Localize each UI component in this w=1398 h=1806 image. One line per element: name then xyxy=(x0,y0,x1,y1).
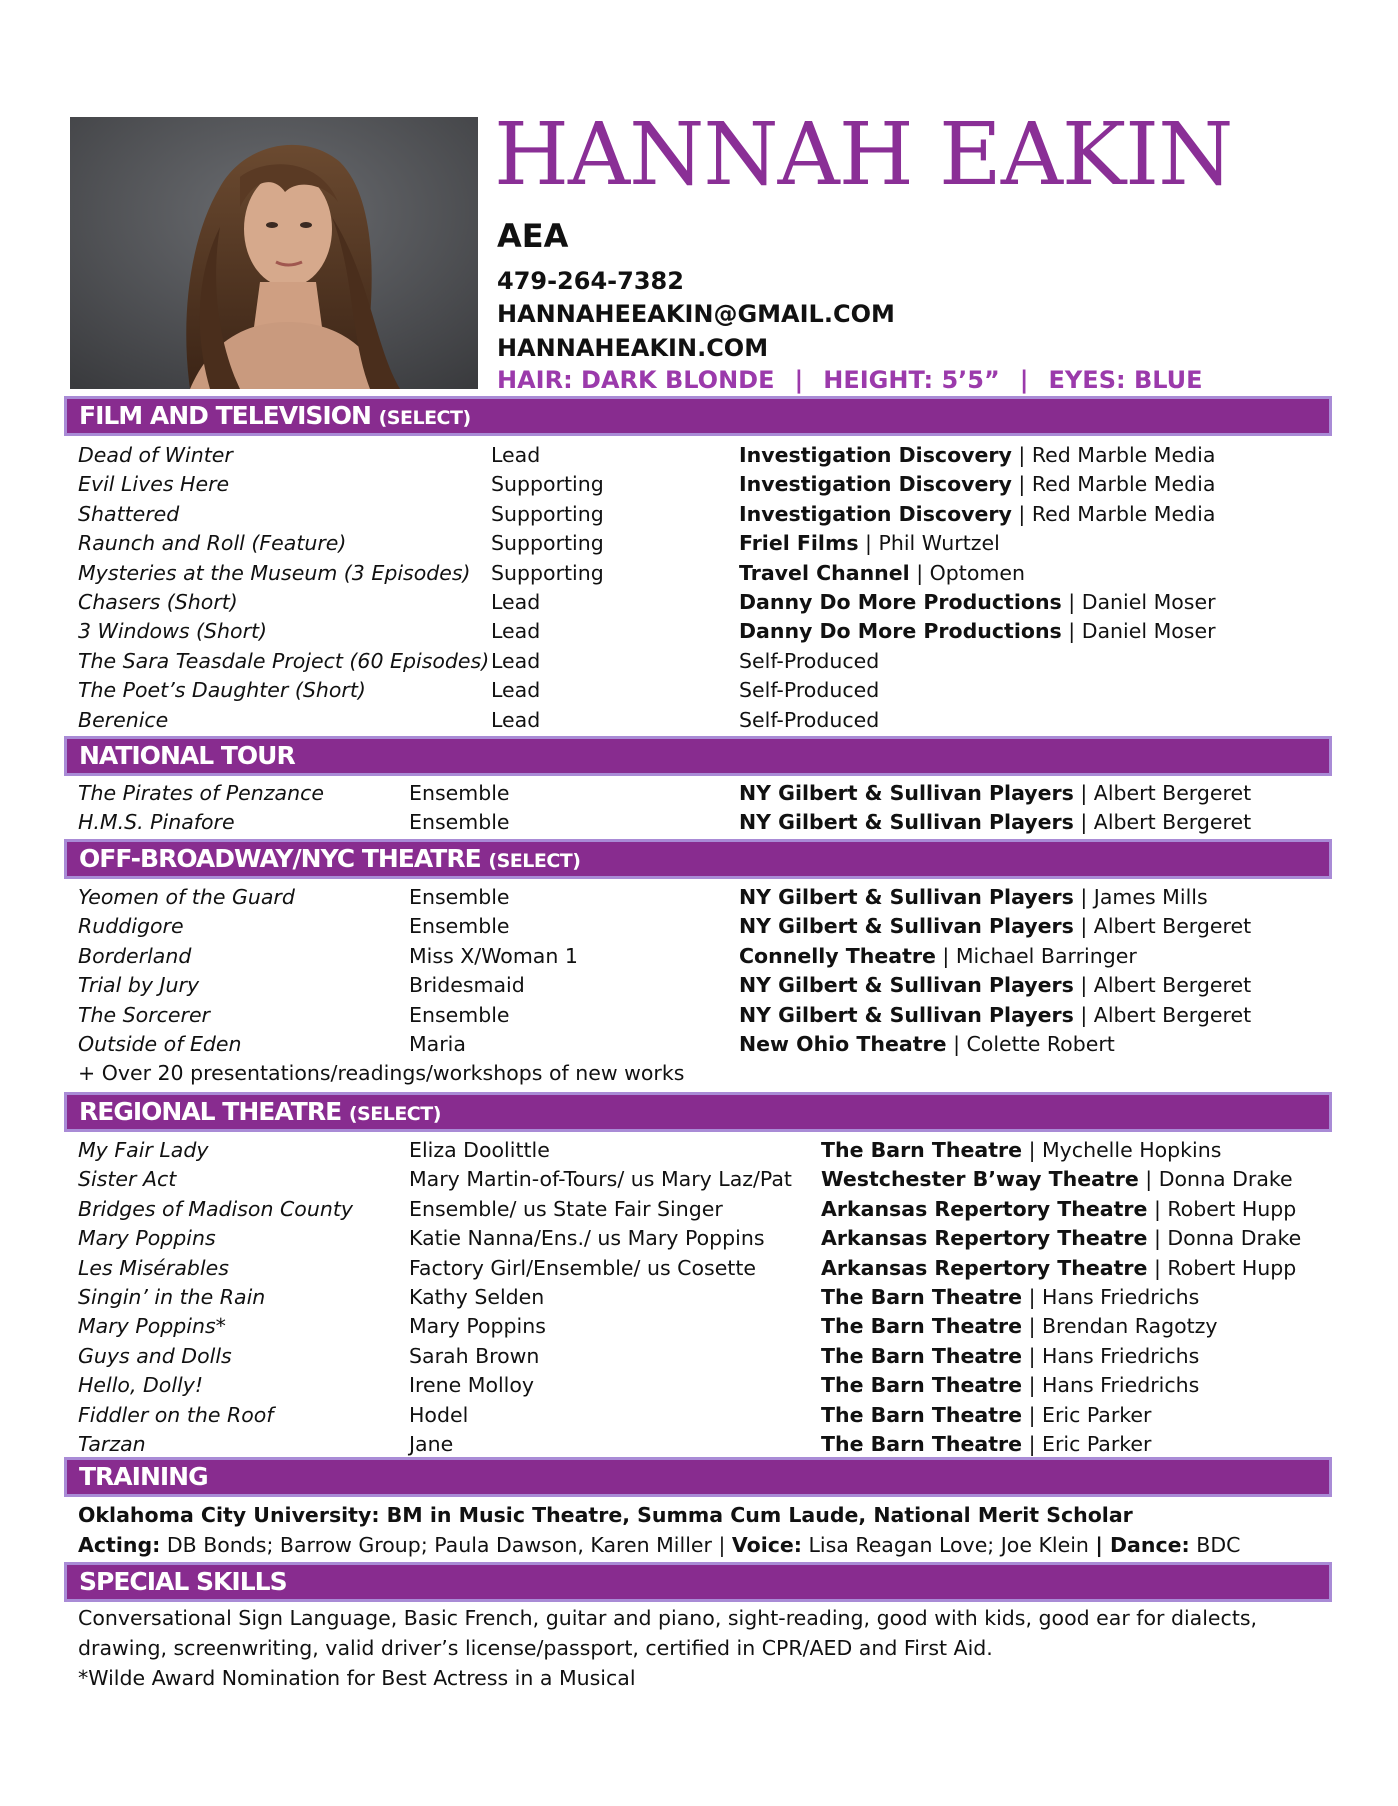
credit-row xyxy=(78,808,1332,837)
credit-row xyxy=(78,1030,1332,1059)
credit-role: Irene Molloy xyxy=(409,1373,535,1398)
credit-title: Evil Lives Here xyxy=(78,472,230,497)
credit-title: Mysteries at the Museum (3 Episodes) xyxy=(78,560,471,585)
credit-row xyxy=(78,1224,1332,1253)
credit-role: Ensemble xyxy=(409,885,510,909)
credit-role: Ensemble xyxy=(409,914,510,939)
credit-production xyxy=(739,779,1251,808)
section-header-skills xyxy=(64,1562,1332,1602)
stat-separator: | xyxy=(1019,366,1029,394)
credit-director: | Colette Robert xyxy=(946,1031,1115,1056)
credit-title: Sister Act xyxy=(78,1167,177,1192)
email-address: HANNAHEEAKIN@GMAIL.COM xyxy=(497,300,895,328)
credit-row xyxy=(78,1312,1332,1341)
credit-company: The Barn Theatre xyxy=(821,1402,1023,1427)
credit-title: Guys and Dolls xyxy=(78,1343,232,1368)
credit-company: Danny Do More Productions xyxy=(739,619,1062,644)
credit-director: | Robert Hupp xyxy=(1147,1196,1297,1221)
credit-row xyxy=(78,676,1332,705)
credit-role: Miss X/Woman 1 xyxy=(409,943,578,968)
credit-title: Outside of Eden xyxy=(78,1031,242,1056)
credit-role: Lead xyxy=(491,443,541,467)
credit-production xyxy=(821,1136,1221,1165)
credit-director: | Eric Parker xyxy=(1022,1402,1152,1427)
eyes-stat: EYES: BLUE xyxy=(1048,366,1203,394)
credit-title: Raunch and Roll (Feature) xyxy=(78,531,347,556)
credit-row xyxy=(78,883,1332,912)
credit-production xyxy=(821,1224,1301,1253)
credit-title: Fiddler on the Roof xyxy=(78,1402,274,1427)
credit-director: | Robert Hupp xyxy=(1147,1255,1297,1280)
credit-role: Mary Martin-of-Tours/ us Mary Laz/Pat xyxy=(409,1167,792,1192)
credit-title: Bridges of Madison County xyxy=(78,1196,353,1221)
credit-row xyxy=(78,1283,1332,1312)
credit-director: | James Mills xyxy=(1073,885,1208,909)
credit-title: The Pirates of Penzance xyxy=(78,781,324,805)
credit-role: Lead xyxy=(491,589,541,614)
credit-director: Self-Produced xyxy=(739,707,880,732)
credit-director: | Daniel Moser xyxy=(1061,619,1216,644)
credit-role: Supporting xyxy=(491,472,604,497)
credit-title: Mary Poppins xyxy=(78,1226,216,1251)
credit-row xyxy=(78,1371,1332,1400)
credit-row xyxy=(78,779,1332,808)
credit-title: The Sara Teasdale Project (60 Episodes) xyxy=(78,648,490,673)
height-stat: HEIGHT: 5’5” xyxy=(823,366,1000,394)
credit-company: Investigation Discovery xyxy=(739,472,1012,497)
credit-director: | Albert Bergeret xyxy=(1073,1002,1252,1027)
credit-company: The Barn Theatre xyxy=(821,1373,1023,1398)
actor-name: HANNAH EAKIN xyxy=(494,105,1233,205)
voice-label: Voice: xyxy=(731,1533,802,1557)
credit-director: Self-Produced xyxy=(739,678,880,703)
credit-production xyxy=(821,1401,1151,1430)
credit-row xyxy=(78,441,1332,470)
credit-row xyxy=(78,617,1332,646)
credit-row xyxy=(78,971,1332,1000)
credit-production xyxy=(821,1312,1218,1341)
credit-production xyxy=(739,529,1000,558)
credit-production xyxy=(739,1030,1115,1059)
regional-credits xyxy=(78,1136,1332,1459)
credit-director: | Red Marble Media xyxy=(1011,472,1216,497)
credit-company: NY Gilbert & Sullivan Players xyxy=(739,885,1074,909)
section-header-film xyxy=(64,396,1332,436)
credit-row xyxy=(78,706,1332,735)
credit-production xyxy=(739,808,1251,837)
credit-role: Supporting xyxy=(491,531,604,556)
credit-role: Hodel xyxy=(409,1402,469,1427)
credit-role: Factory Girl/Ensemble/ us Cosette xyxy=(409,1255,756,1280)
credit-director: Self-Produced xyxy=(739,648,880,673)
credit-production xyxy=(739,676,879,705)
credit-row xyxy=(78,1401,1332,1430)
credit-role: Eliza Doolittle xyxy=(409,1138,550,1162)
credit-title: My Fair Lady xyxy=(78,1138,209,1162)
credit-row xyxy=(78,559,1332,588)
credit-production xyxy=(739,706,879,735)
credit-title: Yeomen of the Guard xyxy=(78,885,295,909)
acting-label: Acting: xyxy=(78,1533,161,1557)
credit-role: Lead xyxy=(491,707,541,732)
credit-director: | Donna Drake xyxy=(1138,1167,1293,1192)
credit-company: NY Gilbert & Sullivan Players xyxy=(739,1002,1074,1027)
credit-row xyxy=(78,588,1332,617)
credit-production xyxy=(821,1195,1296,1224)
credit-director: | Mychelle Hopkins xyxy=(1022,1138,1222,1162)
credit-row xyxy=(78,912,1332,941)
credit-company: NY Gilbert & Sullivan Players xyxy=(739,810,1074,835)
section-subtitle: (SELECT) xyxy=(378,407,471,429)
section-header-offbroadway xyxy=(64,839,1332,879)
credit-title: Trial by Jury xyxy=(78,973,200,998)
section-subtitle: (SELECT) xyxy=(488,850,581,872)
credit-company: NY Gilbert & Sullivan Players xyxy=(739,914,1074,939)
voice-teachers: Lisa Reagan Love; Joe Klein xyxy=(801,1533,1096,1557)
credit-director: | Daniel Moser xyxy=(1061,589,1216,614)
credit-director: | Albert Bergeret xyxy=(1073,810,1252,835)
credit-production xyxy=(821,1371,1199,1400)
credit-role: Lead xyxy=(491,619,541,644)
credit-company: Travel Channel xyxy=(739,560,910,585)
credit-company: Arkansas Repertory Theatre xyxy=(821,1255,1148,1280)
dance-label: | Dance: xyxy=(1095,1533,1190,1557)
credit-role: Bridesmaid xyxy=(409,973,525,998)
credit-title: Borderland xyxy=(78,943,192,968)
credit-company: The Barn Theatre xyxy=(821,1343,1023,1368)
section-title: SPECIAL SKILLS xyxy=(79,1567,287,1596)
credit-director: | Michael Barringer xyxy=(935,943,1137,968)
credit-production xyxy=(739,441,1215,470)
credit-row xyxy=(78,942,1332,971)
section-subtitle: (SELECT) xyxy=(348,1103,441,1125)
credit-director: | Red Marble Media xyxy=(1011,443,1216,467)
physical-stats xyxy=(497,368,1203,392)
credit-company: New Ohio Theatre xyxy=(739,1031,947,1056)
credit-company: NY Gilbert & Sullivan Players xyxy=(739,973,1074,998)
dance-teachers: BDC xyxy=(1189,1533,1241,1557)
credit-title: H.M.S. Pinafore xyxy=(78,810,235,835)
headshot-image xyxy=(70,117,478,389)
credit-role: Supporting xyxy=(491,560,604,585)
credit-director: | Eric Parker xyxy=(1022,1431,1152,1456)
section-title: FILM AND TELEVISION xyxy=(79,401,371,430)
credit-company: Danny Do More Productions xyxy=(739,589,1062,614)
section-header-regional xyxy=(64,1092,1332,1132)
credit-title: Mary Poppins* xyxy=(78,1314,226,1339)
headshot-photo xyxy=(70,117,478,389)
credit-production xyxy=(821,1342,1199,1371)
acting-teachers: DB Bonds; Barrow Group; Paula Dawson, Karen Miller | xyxy=(160,1533,732,1557)
credit-director: | Hans Friedrichs xyxy=(1022,1343,1200,1368)
section-title: OFF-BROADWAY/NYC THEATRE xyxy=(79,844,481,873)
credit-row xyxy=(78,1001,1332,1030)
website: HANNAHEAKIN.COM xyxy=(497,334,769,362)
credit-director: | Albert Bergeret xyxy=(1073,781,1252,805)
credit-production xyxy=(739,588,1216,617)
credit-title: The Sorcerer xyxy=(78,1002,210,1027)
credit-company: The Barn Theatre xyxy=(821,1138,1023,1162)
credit-production xyxy=(739,559,1025,588)
credit-director: | Hans Friedrichs xyxy=(1022,1284,1200,1309)
degree: Oklahoma City University: BM in Music Theatre, Summa Cum Laude, National Merit Scholar xyxy=(78,1503,1133,1527)
credit-company: The Barn Theatre xyxy=(821,1431,1023,1456)
credit-production xyxy=(821,1165,1293,1194)
credit-company: Investigation Discovery xyxy=(739,443,1012,467)
credit-production xyxy=(739,500,1215,529)
training-details xyxy=(78,1500,1240,1560)
credit-row xyxy=(78,1136,1332,1165)
credit-title: Singin’ in the Rain xyxy=(78,1284,266,1309)
credit-row xyxy=(78,647,1332,676)
section-title: TRAINING xyxy=(79,1462,208,1491)
credit-role: Ensemble/ us State Fair Singer xyxy=(409,1196,723,1221)
credit-company: NY Gilbert & Sullivan Players xyxy=(739,781,1074,805)
credit-director: | Optomen xyxy=(909,560,1025,585)
union-affiliation: AEA xyxy=(497,217,569,255)
credit-role: Lead xyxy=(491,678,541,703)
credit-title: The Poet’s Daughter (Short) xyxy=(78,678,366,703)
credit-director: | Brendan Ragotzy xyxy=(1022,1314,1218,1339)
training-teachers xyxy=(78,1530,1240,1560)
credit-row xyxy=(78,1195,1332,1224)
skills-details xyxy=(78,1603,1257,1693)
credit-production xyxy=(739,942,1137,971)
credit-role: Lead xyxy=(491,648,541,673)
credit-title: Berenice xyxy=(78,707,169,732)
credit-row xyxy=(78,1254,1332,1283)
credit-title: 3 Windows (Short) xyxy=(78,619,268,644)
credit-title: Chasers (Short) xyxy=(78,589,238,614)
workshops-note: + Over 20 presentations/readings/workshops of new works xyxy=(78,1061,685,1085)
credit-production xyxy=(739,912,1251,941)
credit-role: Sarah Brown xyxy=(409,1343,540,1368)
credit-director: | Donna Drake xyxy=(1147,1226,1302,1251)
credit-production xyxy=(739,883,1208,912)
credit-title: Ruddigore xyxy=(78,914,184,939)
credit-row xyxy=(78,470,1332,499)
credit-role: Ensemble xyxy=(409,810,510,835)
stat-separator: | xyxy=(794,366,804,394)
section-header-tour xyxy=(64,736,1332,776)
credit-director: | Phil Wurtzel xyxy=(858,531,1000,556)
credit-role: Supporting xyxy=(491,501,604,526)
credit-company: The Barn Theatre xyxy=(821,1284,1023,1309)
credit-production xyxy=(739,470,1215,499)
section-title: REGIONAL THEATRE xyxy=(79,1097,342,1126)
credit-production xyxy=(739,971,1251,1000)
credit-row xyxy=(78,1430,1332,1459)
hair-stat: HAIR: DARK BLONDE xyxy=(497,366,775,394)
credit-director: | Albert Bergeret xyxy=(1073,973,1252,998)
phone-number: 479-264-7382 xyxy=(497,267,684,295)
credit-production xyxy=(739,1001,1251,1030)
credit-row xyxy=(78,1342,1332,1371)
credit-title: Shattered xyxy=(78,501,180,526)
credit-director: | Albert Bergeret xyxy=(1073,914,1252,939)
credit-production xyxy=(739,647,879,676)
offbroadway-credits xyxy=(78,883,1332,1059)
credit-row xyxy=(78,500,1332,529)
tour-credits xyxy=(78,779,1332,838)
credit-company: Westchester B’way Theatre xyxy=(821,1167,1139,1192)
credit-company: Friel Films xyxy=(739,531,859,556)
credit-title: Dead of Winter xyxy=(78,443,233,467)
credit-row xyxy=(78,1165,1332,1194)
credit-production xyxy=(739,617,1216,646)
credit-company: Connelly Theatre xyxy=(739,943,936,968)
credit-role: Ensemble xyxy=(409,1002,510,1027)
credit-director: | Hans Friedrichs xyxy=(1022,1373,1200,1398)
credit-production xyxy=(821,1254,1296,1283)
credit-production xyxy=(821,1430,1151,1459)
credit-role: Mary Poppins xyxy=(409,1314,546,1339)
credit-title: Tarzan xyxy=(78,1431,146,1456)
credit-production xyxy=(821,1283,1199,1312)
credit-row xyxy=(78,529,1332,558)
film-credits xyxy=(78,441,1332,735)
credit-title: Hello, Dolly! xyxy=(78,1373,204,1398)
credit-company: Investigation Discovery xyxy=(739,501,1012,526)
award-note: *Wilde Award Nomination for Best Actress in a Musical xyxy=(78,1666,636,1690)
section-title: NATIONAL TOUR xyxy=(79,741,295,770)
credit-role: Ensemble xyxy=(409,781,510,805)
credit-company: The Barn Theatre xyxy=(821,1314,1023,1339)
skills-line: drawing, screenwriting, valid driver’s license/passport, certified in CPR/AED and First Aid. xyxy=(78,1636,993,1660)
section-header-training xyxy=(64,1457,1332,1497)
credit-role: Kathy Selden xyxy=(409,1284,545,1309)
credit-company: Arkansas Repertory Theatre xyxy=(821,1196,1148,1221)
credit-company: Arkansas Repertory Theatre xyxy=(821,1226,1148,1251)
credit-role: Maria xyxy=(409,1031,466,1056)
credit-director: | Red Marble Media xyxy=(1011,501,1216,526)
credit-role: Jane xyxy=(409,1431,454,1456)
credit-title: Les Misérables xyxy=(78,1255,229,1280)
skills-line: Conversational Sign Language, Basic French, guitar and piano, sight-reading, good with kids, good ear for dialects, xyxy=(78,1606,1258,1630)
credit-role: Katie Nanna/Ens./ us Mary Poppins xyxy=(409,1226,765,1251)
